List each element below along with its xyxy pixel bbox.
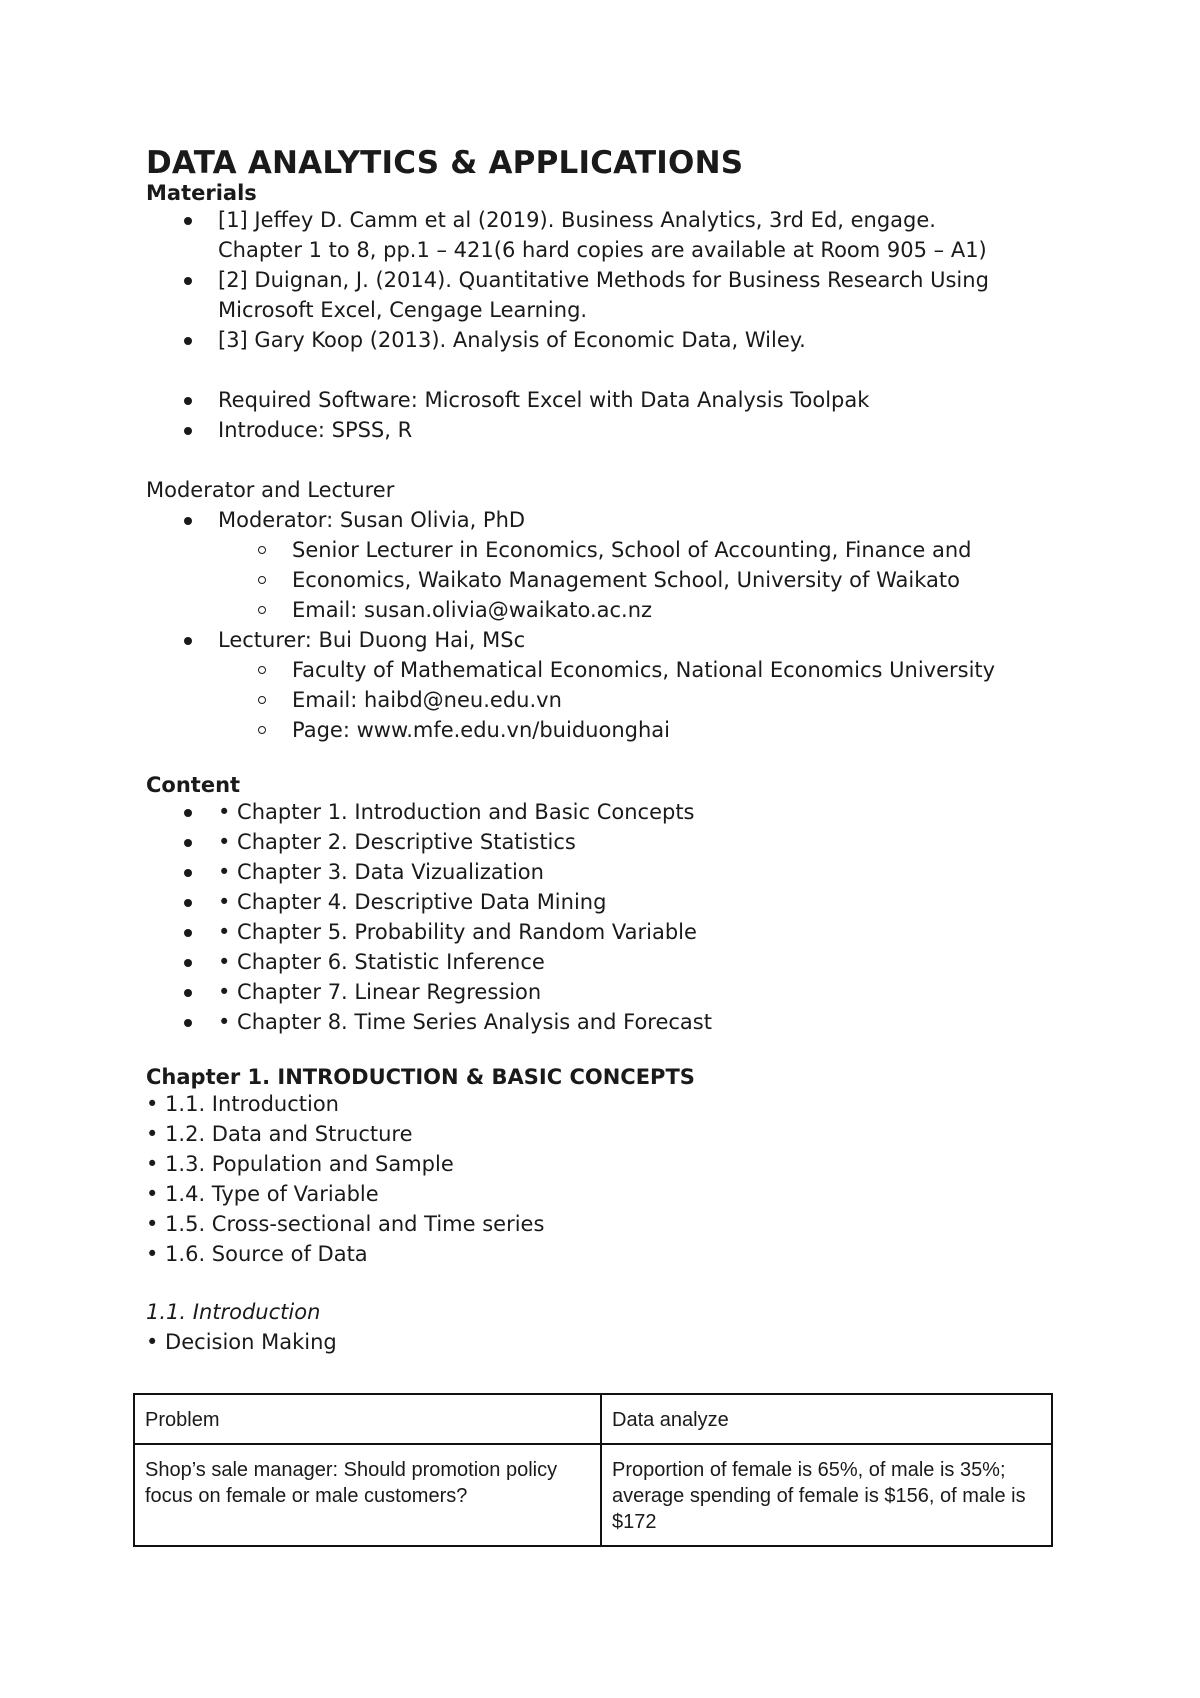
table-header-cell: Problem — [134, 1394, 601, 1444]
intro-subheading: 1.1. Introduction — [146, 1300, 321, 1324]
staff-list — [146, 505, 1066, 745]
material-line: [3] Gary Koop (2013). Analysis of Economic Data, Wiley. — [218, 328, 806, 352]
material-line: [1] Jeffey D. Camm et al (2019). Business Analytics, 3rd Ed, engage. — [218, 208, 936, 232]
material-item — [146, 265, 1066, 325]
moderator-heading: Moderator and Lecturer — [146, 478, 395, 502]
software-list — [146, 385, 1066, 445]
content-list — [146, 797, 1066, 1037]
content-item: • Chapter 8. Time Series Analysis and Forecast — [146, 1007, 1066, 1037]
intro-bullet: • Decision Making — [146, 1330, 337, 1354]
content-heading: Content — [146, 773, 241, 797]
chapter1-section: • 1.6. Source of Data — [146, 1242, 368, 1266]
table-header-cell: Data analyze — [601, 1394, 1052, 1444]
software-item: Required Software: Microsoft Excel with Data Analysis Toolpak — [146, 385, 1066, 415]
software-item: Introduce: SPSS, R — [146, 415, 1066, 445]
table-row — [134, 1444, 1052, 1546]
moderator-detail: Economics, Waikato Management School, University of Waikato — [146, 565, 1066, 595]
material-line: Microsoft Excel, Cengage Learning. — [218, 298, 588, 322]
content-item: • Chapter 7. Linear Regression — [146, 977, 1066, 1007]
materials-heading: Materials — [146, 181, 257, 205]
content-item: • Chapter 3. Data Vizualization — [146, 857, 1066, 887]
moderator-item: Moderator: Susan Olivia, PhD — [146, 505, 1066, 535]
lecturer-page: Page: www.mfe.edu.vn/buiduonghai — [146, 715, 1066, 745]
material-line: Chapter 1 to 8, pp.1 – 421(6 hard copies are available at Room 905 – A1) — [218, 238, 987, 262]
chapter1-section: • 1.2. Data and Structure — [146, 1122, 413, 1146]
document-title: DATA ANALYTICS & APPLICATIONS — [146, 145, 744, 181]
problem-data-table — [133, 1393, 1053, 1547]
table-cell: Proportion of female is 65%, of male is 35%; average spending of female is $156, of male is $172 — [601, 1444, 1052, 1546]
lecturer-detail: Faculty of Mathematical Economics, National Economics University — [146, 655, 1066, 685]
material-item — [146, 205, 1066, 265]
table-header-row — [134, 1394, 1052, 1444]
chapter1-section: • 1.3. Population and Sample — [146, 1152, 454, 1176]
document-page — [146, 145, 1066, 1357]
moderator-email: Email: susan.olivia@waikato.ac.nz — [146, 595, 1066, 625]
chapter1-heading: Chapter 1. INTRODUCTION & BASIC CONCEPTS — [146, 1065, 695, 1089]
chapter1-section: • 1.5. Cross-sectional and Time series — [146, 1212, 545, 1236]
lecturer-item: Lecturer: Bui Duong Hai, MSc — [146, 625, 1066, 655]
table-cell: Shop’s sale manager: Should promotion policy focus on female or male customers? — [134, 1444, 601, 1546]
content-item: • Chapter 6. Statistic Inference — [146, 947, 1066, 977]
content-item: • Chapter 2. Descriptive Statistics — [146, 827, 1066, 857]
materials-list — [146, 205, 1066, 355]
content-item: • Chapter 5. Probability and Random Variable — [146, 917, 1066, 947]
content-item: • Chapter 4. Descriptive Data Mining — [146, 887, 1066, 917]
chapter1-section: • 1.1. Introduction — [146, 1092, 339, 1116]
material-line: [2] Duignan, J. (2014). Quantitative Methods for Business Research Using — [218, 268, 989, 292]
content-item: • Chapter 1. Introduction and Basic Concepts — [146, 797, 1066, 827]
moderator-detail: Senior Lecturer in Economics, School of Accounting, Finance and — [146, 535, 1066, 565]
material-item — [146, 325, 1066, 355]
lecturer-email: Email: haibd@neu.edu.vn — [146, 685, 1066, 715]
chapter1-section: • 1.4. Type of Variable — [146, 1182, 379, 1206]
